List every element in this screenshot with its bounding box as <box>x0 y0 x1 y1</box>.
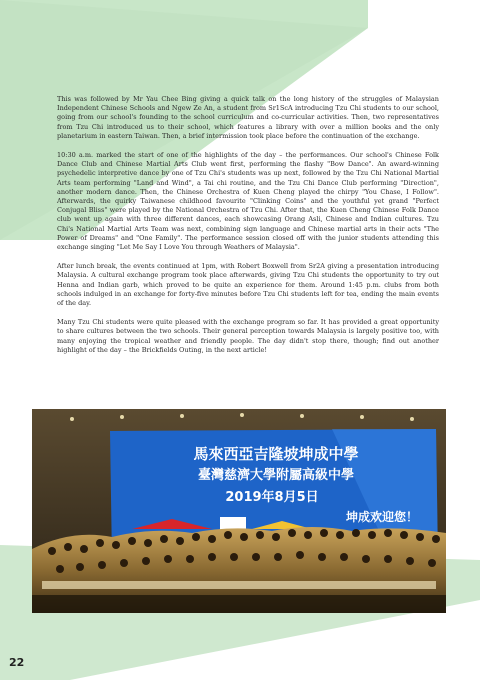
banner-date: 2019年8月5日 <box>225 490 319 505</box>
paragraph-intro: This was followed by Mr Yau Chee Bing giving a quick talk on the long history of the struggles of Malaysian Independent Chinese Schools and Ngew Ze An, a student from Sr1ScA introducing Tzu Chi students to our school, going from our school's founding to the school curriculum and co-curricular activities. Then, two representatives from Tzu Chi introduced us to their school, which features a library with over a million books and the only planetarium in eastern Taiwan. Then, a brief intermission took place before the continuation of the exchange. <box>57 95 439 140</box>
paragraph-performances: 10:30 a.m. marked the start of one of the highlights of the day – the performances. Our school's Chinese Folk Dance Club and Chinese Martial Arts Club went first, performing the flashy "Bow Dance". An award-winning psychedelic interpretive dance by one of Tzu Chi's students was up next, followed by the Tzu Chi National Martial Arts team performing "Land and Wind", a Tai chi routine, and the Tzu Chi Dance Club performing "Direction", another modern dance. Then, the Chinese Orchestra of Kuen Cheng played the chirpy "You Chase, I Follow". Afterwards, the quirky Taiwanese childhood favourite "Clinking Coins" and the youthful yet grand "Perfect Conjugal Bliss" were played by the National Orchestra of Tzu Chi. After that, the Kuen Cheng Chinese Folk Dance club went up again with three different dances, each showcasing Orang Asli, Chinese and Indian cultures. Tzu Chi's National Martial Arts Team was next, combining sign language and Chinese martial arts in their acts "The Power of Dreams" and "One Family". The performance session closed off with the junior students attending this exchange singing "Let Me Say I Love You through Weathers of Malaysia". <box>57 151 439 252</box>
banner-school-1: 馬來西亞吉隆坡坤成中學 <box>193 445 359 463</box>
paragraph-conclusion: Many Tzu Chi students were quite pleased with the exchange program so far. It has provided a great opportunity to share cultures between the two schools. Their general perception towards Malaysia is largely positive too, with many enjoying the tropical weather and friendly people. The day didn't stop there, though; find out another highlight of the day – the Brickfields Outing, in the next article! <box>57 318 439 354</box>
page-number: 22 <box>9 656 25 669</box>
article-body <box>57 95 439 365</box>
crowd-front-row <box>42 581 436 589</box>
paragraph-afternoon: After lunch break, the events continued at 1pm, with Robert Boxwell from Sr2A giving a presentation introducing Malaysia. A cultural exchange program took place afterwards, giving Tzu Chi students the opportunity to try out Henna and Indian garb, which proved to be quite an experience for them. Around 1:45 p.m. clubs from both schools indulged in an exchange for forty-five minutes before Tzu Chi students left for tea, ending the main events of the day. <box>57 262 439 308</box>
banner-school-2: 臺灣慈濟大學附屬高級中學 <box>197 468 355 483</box>
group-photo <box>32 409 446 613</box>
banner-welcome: 坤成欢迎您！ <box>345 510 419 524</box>
floor-shadow <box>32 595 446 613</box>
